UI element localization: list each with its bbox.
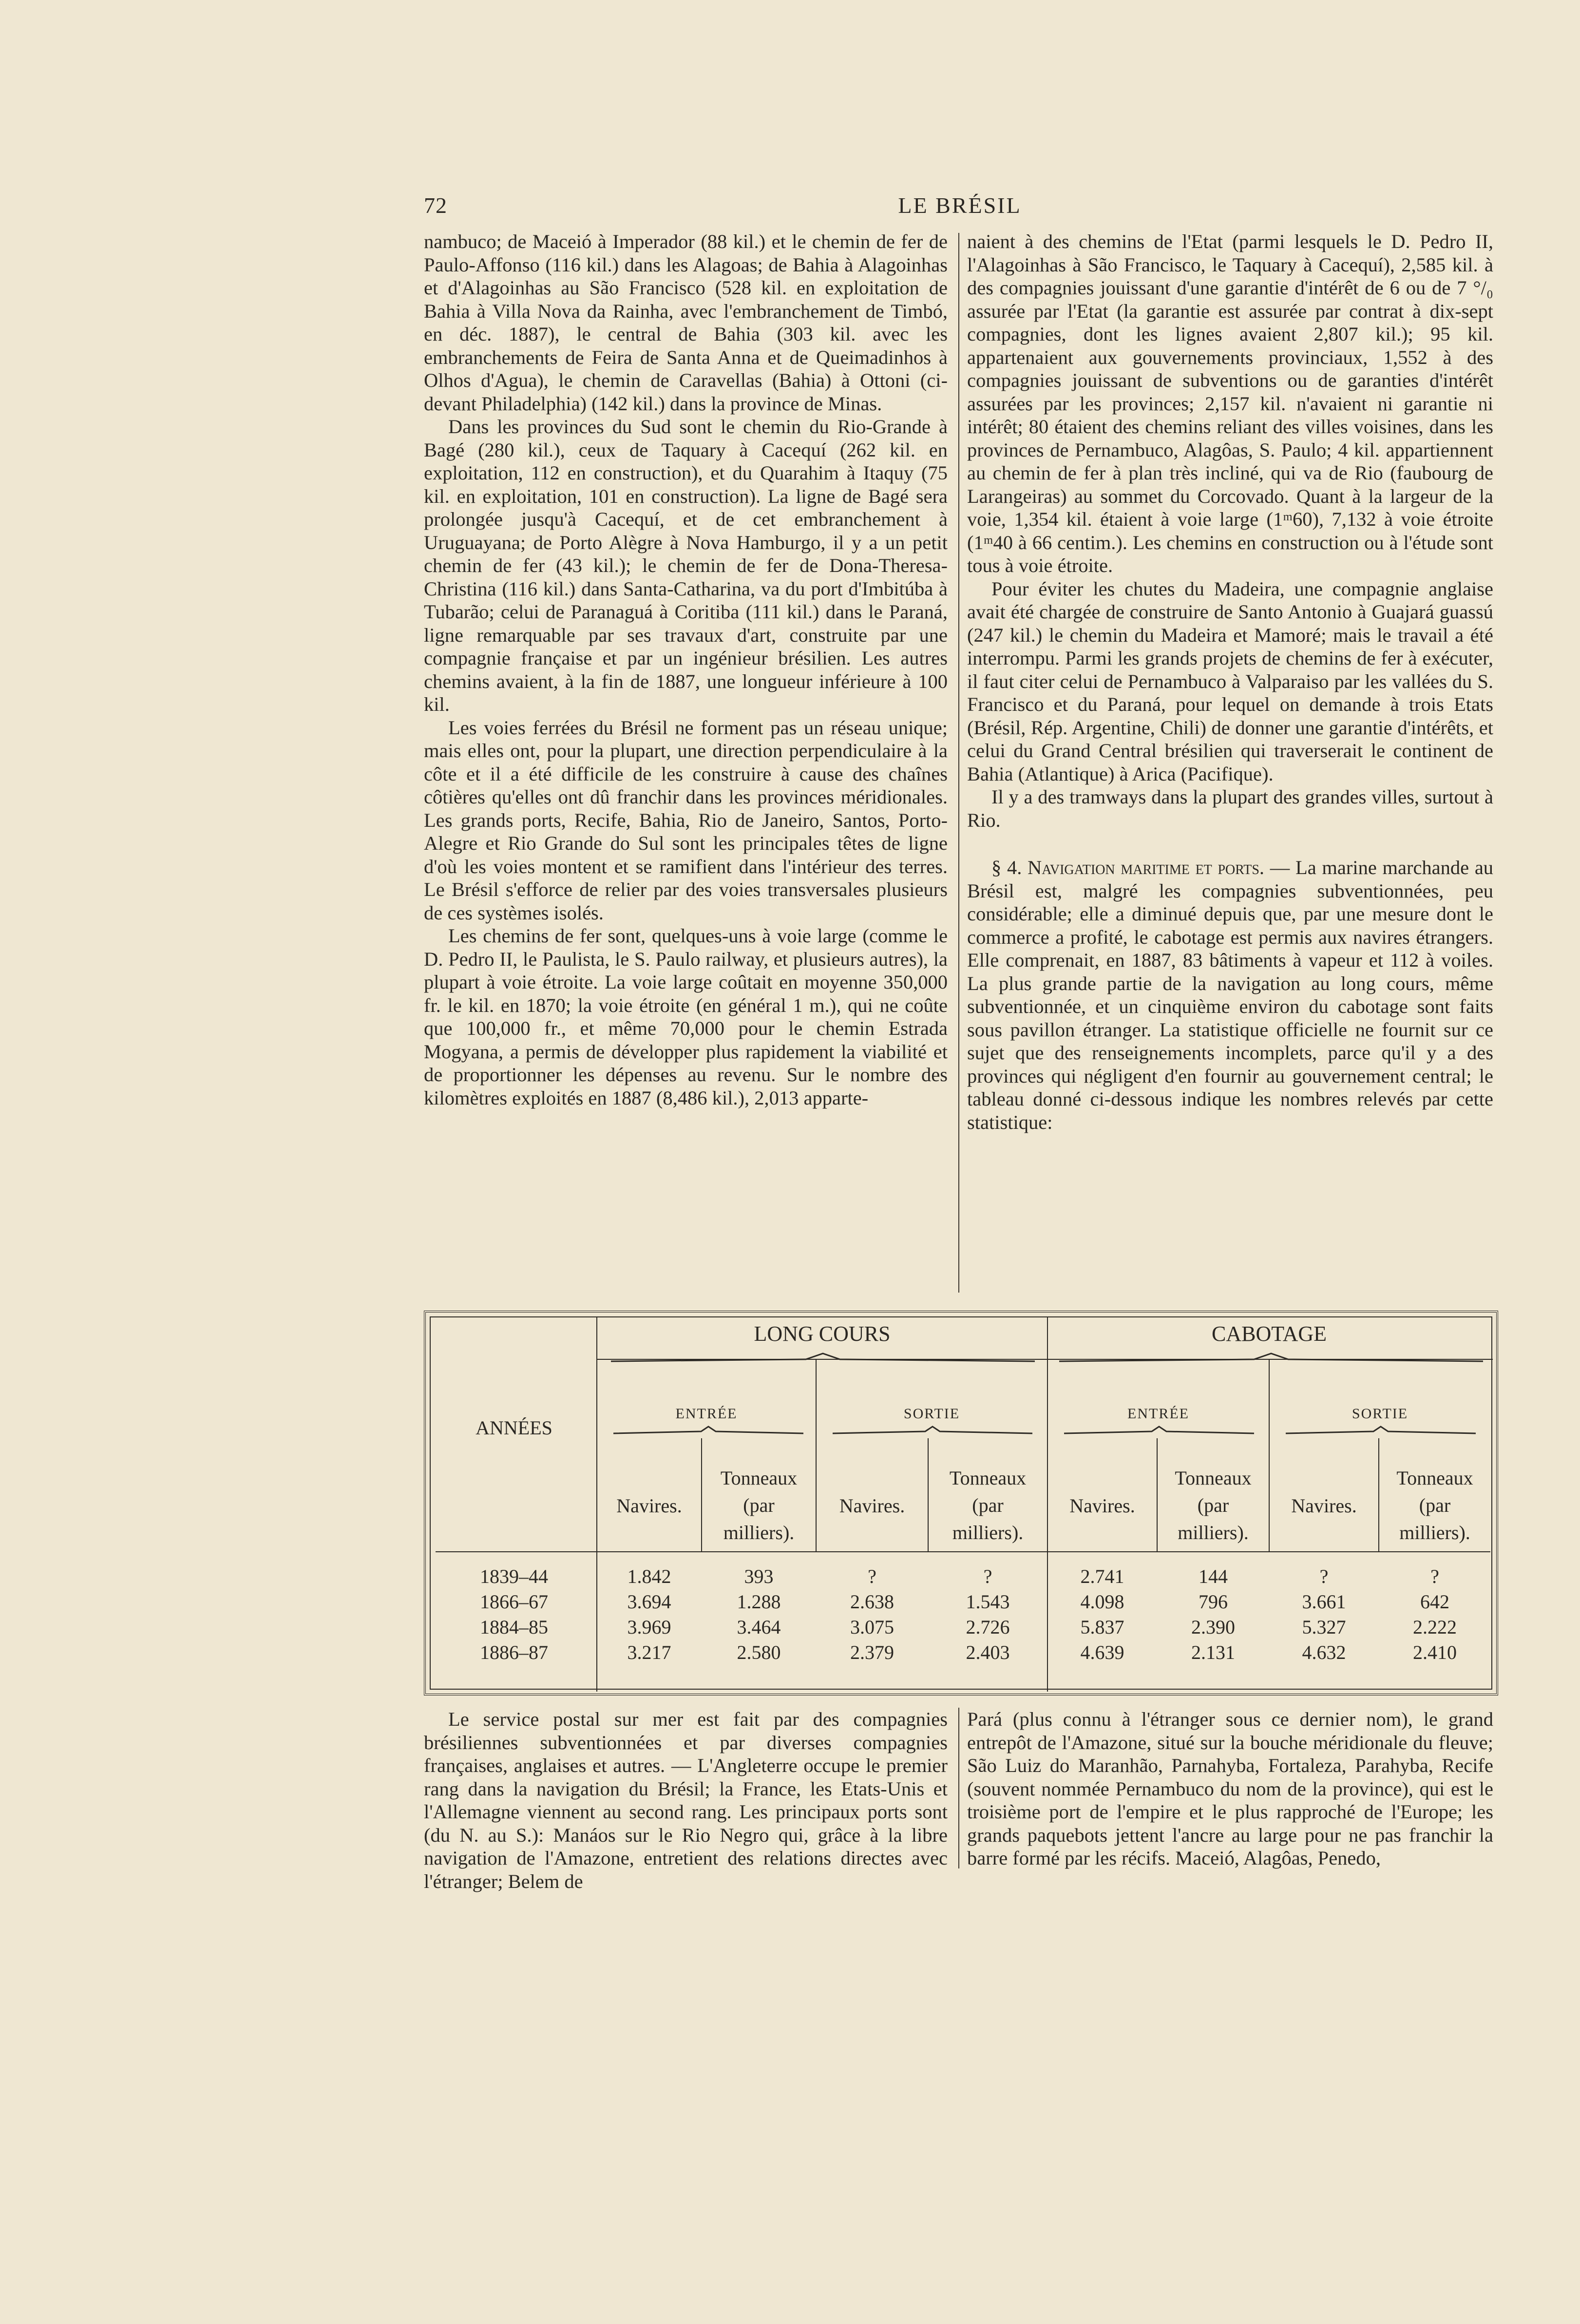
brace-sortie-cb (1286, 1426, 1476, 1435)
header-sortie-lc: SORTIE (903, 1406, 960, 1422)
header-entree-lc: ENTRÉE (675, 1406, 738, 1422)
column-divider-top (958, 233, 959, 1293)
tonneaux-line: (par (743, 1494, 775, 1516)
table-cell: 5.837 (1080, 1616, 1124, 1638)
tonneaux-line: Tonneaux (1175, 1467, 1252, 1489)
table-row-year: 1839–44 (480, 1565, 548, 1587)
right-column (967, 230, 1493, 1134)
bottom-left-column (424, 1708, 948, 1893)
paragraph: naient à des chemins de l'Etat (parmi lesquels le D. Pedro II, l'Alagoinhas à São Francisco, le Taquary à Cacequí), 2,585 kil. à des compagnies jouissant d'une garantie d'intérêt de 6 ou de 7 °/₀ assurée par l'Etat (la garantie est assurée par contrat à dix-sept compagnies, dont les lignes avaient 2,807 kil.); 95 kil. appartenaient aux gouvernements provinciaux, 1,552 à des compagnies jouissant de subventions ou de garanties d'intérêt assurées par les provinces; 2,157 kil. n'avaient ni garantie ni intérêt; 80 étaient des chemins reliant des villes voisines, dans les provinces de Pernambuco, Alagôas, S. Paulo; 4 kil. appartiennent au chemin de fer à plan très incliné, qui va de Rio (faubourg de Larangeiras) au sommet du Corcovado. Quant à la largeur de la voie, 1,354 kil. étaient à voie large (1ᵐ60), 7,132 à voie étroite (1ᵐ40 à 66 centim.). Les chemins en construction ou à l'étude sont tous à voie étroite. (967, 230, 1493, 576)
tonneaux-line: Tonneaux (1396, 1467, 1473, 1489)
table-cell: ? (1319, 1565, 1329, 1587)
table-cell: 3.969 (627, 1616, 671, 1638)
tonneaux-line: (par (1197, 1494, 1229, 1516)
brace-entree-cb (1064, 1426, 1254, 1435)
table-cell: 4.639 (1080, 1641, 1124, 1663)
shipping-table (424, 1311, 1498, 1695)
table-cell: 144 (1199, 1565, 1228, 1587)
table-cell: ? (1430, 1565, 1439, 1587)
table-cell: 1.543 (966, 1591, 1010, 1613)
header-cabotage: CABOTAGE (1211, 1322, 1327, 1346)
table-cell: 5.327 (1302, 1616, 1346, 1638)
table-row-year: 1884–85 (480, 1616, 548, 1638)
tonneaux-line: (par (1419, 1494, 1451, 1516)
table-cell: 1.842 (627, 1565, 671, 1587)
table-cell: 2.131 (1191, 1641, 1235, 1663)
column-divider-bottom (958, 1708, 959, 1868)
table-cell: 3.661 (1302, 1591, 1346, 1613)
header-tonneaux (1379, 1467, 1490, 1543)
table-cell: 796 (1199, 1591, 1228, 1613)
header-navires: Navires. (1069, 1495, 1135, 1517)
section-number: § 4. (991, 857, 1022, 878)
table-cell: 3.075 (850, 1616, 894, 1638)
table-cell: 2.403 (966, 1641, 1010, 1663)
header-long-cours: LONG COURS (754, 1322, 891, 1346)
header-tonneaux (1158, 1467, 1269, 1543)
table-cell: 4.632 (1302, 1641, 1346, 1663)
header-navires: Navires. (839, 1495, 905, 1517)
paragraph: Le service postal sur mer est fait par des compagnies brésiliennes subventionnées et par diverses compagnies françaises, anglaises et autres. — L'Angleterre occupe le premier rang dans la navigation du Brésil; la France, les Etats-Unis et l'Allemagne viennent au second rang. Les principaux ports sont (du N. au S.): Manáos sur le Rio Negro qui, grâce à la libre navigation de l'Amazone, entretient des relations directes avec l'étranger; Belem de (424, 1708, 948, 1892)
table-cell: 3.464 (737, 1616, 781, 1638)
table-cell: 2.741 (1080, 1565, 1124, 1587)
tonneaux-line: milliers). (1399, 1522, 1470, 1543)
header-annees: ANNÉES (476, 1417, 552, 1439)
table-cell: 393 (744, 1565, 774, 1587)
tonneaux-line: Tonneaux (949, 1467, 1027, 1489)
table-row-year: 1866–67 (480, 1591, 548, 1613)
table-row-year: 1886–87 (480, 1641, 548, 1663)
table-cell: ? (868, 1565, 876, 1587)
paragraph: Pará (plus connu à l'étranger sous ce dernier nom), le grand entrepôt de l'Amazone, situé sur la bouche méridionale du fleuve; São Luiz do Maranhão, Parnahyba, Fortaleza, Parahyba, Recife (souvent nommée Pernambuco du nom de la province), qui est le troisième port de l'empire et le plus rapproché de l'Europe; les grands paquebots jettent l'ancre au large pour ne pas franchir la barre formé par les récifs. Maceió, Alagôas, Penedo, (967, 1708, 1493, 1869)
table-cell: 2.222 (1413, 1616, 1457, 1638)
section-paragraph (967, 856, 1493, 1134)
running-title: LE BRÉSIL (898, 193, 1022, 218)
paragraph: Les chemins de fer sont, quelques-uns à voie large (comme le D. Pedro II, le Paulista, le S. Paulo railway, et plusieurs autres), la plupart à voie étroite. La voie large coûtait en moyenne 350,000 fr. le kil. en 1870; la voie étroite (en général 1 m.), qui ne coûte que 100,000 fr., et même 70,000 pour le chemin Estrada Mogyana, a permis de développer plus rapidement la viabilité et de proportionner les dépenses au revenu. Sur le nombre des kilomètres exploités en 1887 (8,486 kil.), 2,013 apparte- (424, 925, 948, 1109)
header-navires: Navires. (1291, 1495, 1357, 1517)
bottom-right-column (967, 1708, 1493, 1870)
brace-sortie-lc (833, 1426, 1032, 1435)
table-cell: 2.390 (1191, 1616, 1235, 1638)
brace-entree-lc (613, 1426, 803, 1435)
tonneaux-line: (par (972, 1494, 1004, 1516)
section-heading: Navigation maritime et ports. (1028, 857, 1265, 878)
header-tonneaux (929, 1467, 1047, 1543)
header-tonneaux (702, 1467, 816, 1543)
tonneaux-line: Tonneaux (720, 1467, 798, 1489)
table-cell: ? (983, 1565, 992, 1587)
paragraph: Pour éviter les chutes du Madeira, une compagnie anglaise avait été chargée de construire de Santo Antonio à Guajará guassú (247 kil.) le chemin du Madeira et Mamoré; mais le travail a été interrompu. Parmi les grands projets de chemins de fer à exécuter, il faut citer celui de Pernambuco à Valparaiso par les vallées du S. Francisco et du Paraná, pour lequel on demande à trois Etats (Brésil, Rép. Argentine, Chili) de donner une garantie d'intérêts, et celui du Grand Central brésilien qui traverserait le continent de Bahia (Atlantique) à Arica (Pacifique). (967, 577, 1493, 785)
tonneaux-line: milliers). (1178, 1522, 1249, 1543)
table-cell: 4.098 (1080, 1591, 1124, 1613)
table-cell: 2.410 (1413, 1641, 1457, 1663)
header-sortie-cb: SORTIE (1352, 1406, 1409, 1422)
table-cell: 1.288 (737, 1591, 781, 1613)
table-divider (1269, 1360, 1270, 1551)
brace-cabotage (1059, 1352, 1483, 1363)
table-divider (436, 1551, 1490, 1552)
table-divider (816, 1360, 817, 1551)
table-cell: 2.726 (966, 1616, 1010, 1638)
header-navires: Navires. (616, 1495, 682, 1517)
paragraph: Les voies ferrées du Brésil ne forment pas un réseau unique; mais elles ont, pour la plupart, une direction perpendiculaire à la côte et il a été difficile de les construire à cause des chaînes côtières qu'elles ont dû franchir dans les provinces méridionales. Les grands ports, Recife, Bahia, Rio de Janeiro, Santos, Porto-Alegre et Rio Grande do Sul sont les principales têtes de ligne d'où les voies montent et se ramifient dans l'intérieur des terres. Le Brésil s'efforce de relier par des voies transversales plusieurs de ces systèmes isolés. (424, 716, 948, 924)
paragraph: Dans les provinces du Sud sont le chemin du Rio-Grande à Bagé (280 kil.), ceux de Taquary à Cacequí (262 kil. en exploitation, 112 en construction), et du Quarahim à Itaquy (75 kil. en exploitation, 101 en construction). La ligne de Bagé sera prolongée jusqu'à Cacequí, et de cet embranchement à Uruguayana; de Porto Alègre à Nova Hamburgo, il y a un petit chemin de fer (43 kil.); le chemin de fer de Dona-Theresa-Christina (116 kil.) dans Santa-Catharina, va du port d'Imbitúba à Tubarão; celui de Paranaguá à Coritiba (111 kil.) dans le Paraná, ligne remarquable par ses travaux d'art, construite par une compagnie française et par un ingénieur brésilien. Les autres chemins avaient, à la fin de 1887, une longueur inférieure à 100 kil. (424, 416, 948, 715)
header-entree-cb: ENTRÉE (1127, 1406, 1189, 1422)
tonneaux-line: milliers). (952, 1522, 1024, 1543)
tonneaux-line: milliers). (723, 1522, 795, 1543)
table-cell: 642 (1420, 1591, 1449, 1613)
paragraph: nambuco; de Maceió à Imperador (88 kil.) et le chemin de fer de Paulo-Affonso (116 kil.) dans les Alagoas; de Bahia à Alagoinhas et d'Alagoinhas au São Francisco (528 kil. en exploitation de Bahia à Villa Nova da Rainha, avec l'embranchement de Timbó, en déc. 1887), le central de Bahia (303 kil. avec les embranchements de Feira de Santa Anna et de Queimadinhos à Olhos d'Agua), le chemin de Caravellas (Bahia) à Ottoni (ci-devant Philadelphia) (142 kil.) dans la province de Minas. (424, 230, 948, 415)
table-cell: 2.580 (737, 1641, 781, 1663)
paragraph: Il y a des tramways dans la plupart des grandes villes, surtout à Rio. (967, 786, 1493, 831)
brace-long-cours (611, 1352, 1035, 1363)
section-text: — La marine marchande au Brésil est, malgré les compagnies subventionnées, peu considérable; elle a diminué depuis que, par une mesure dont le commerce a profité, le cabotage est permis aux navires étrangers. Elle comprenait, en 1887, 83 bâtiments à vapeur et 112 à voiles. La plus grande partie de la navigation au long cours, même subventionnée, et un cinquième environ du cabotage sont faits sous pavillon étranger. La statistique officielle ne fournit sur ce sujet que des renseignements incomplets, parce qu'il y a des provinces qui négligent d'en fournir au gouvernement central; le tableau donné ci-dessous indique les nombres relevés par cette statistique: (967, 857, 1494, 1133)
table-cell: 3.694 (627, 1591, 671, 1613)
table-cell: 3.217 (627, 1641, 671, 1663)
running-header (424, 192, 1496, 227)
table-cell: 2.638 (850, 1591, 894, 1613)
table-cell: 2.379 (850, 1641, 894, 1663)
page-number: 72 (424, 193, 447, 218)
left-column (424, 230, 948, 1109)
